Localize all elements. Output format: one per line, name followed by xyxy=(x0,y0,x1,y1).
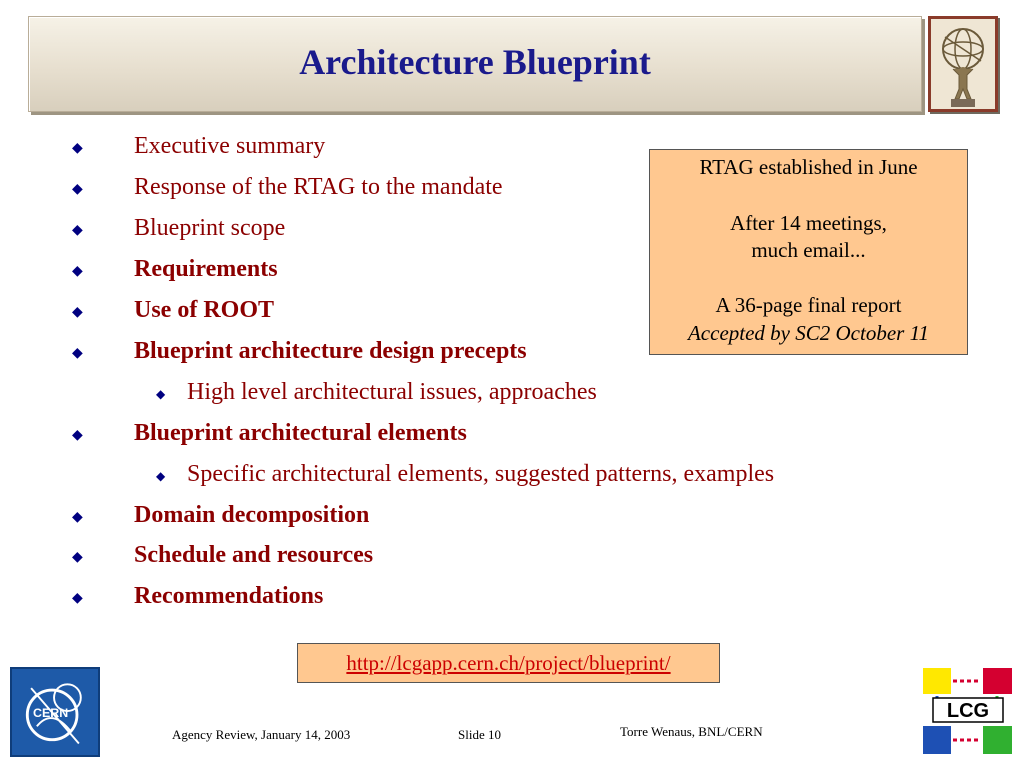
diamond-bullet-icon: ◆ xyxy=(156,387,166,401)
note-line: much email... xyxy=(751,238,866,262)
footer-event: Agency Review, January 14, 2003 xyxy=(172,727,351,742)
blueprint-link[interactable]: http://lcgapp.cern.ch/project/blueprint/ xyxy=(346,651,671,675)
note-line-accepted: Accepted by SC2 October 11 xyxy=(687,321,930,345)
note-line: RTAG established in June xyxy=(699,155,918,179)
diamond-bullet-icon: ◆ xyxy=(72,264,83,279)
atlas-statue-logo xyxy=(928,16,998,112)
diamond-bullet-icon: ◆ xyxy=(72,591,83,606)
diamond-bullet-icon: ◆ xyxy=(72,428,83,443)
diamond-bullet-icon: ◆ xyxy=(156,469,166,483)
diamond-bullet-icon: ◆ xyxy=(72,346,83,361)
link-box xyxy=(297,643,720,683)
rtag-note-box xyxy=(649,149,968,355)
footer-author: Torre Wenaus, BNL/CERN xyxy=(620,724,763,739)
atlas-statue-icon xyxy=(931,19,995,109)
cern-logo-icon xyxy=(12,669,98,755)
cern-logo xyxy=(10,667,100,757)
diamond-bullet-icon: ◆ xyxy=(72,305,83,320)
cern-logo-text: CERN xyxy=(33,705,69,720)
lcg-logo-text: LCG xyxy=(946,700,990,722)
title-banner xyxy=(28,16,922,112)
slide-title: Architecture Blueprint xyxy=(299,42,651,82)
footer-slide-number: Slide 10 xyxy=(458,727,501,742)
note-line: A 36-page final report xyxy=(715,293,902,317)
diamond-bullet-icon: ◆ xyxy=(72,223,83,238)
lcg-logo-icon xyxy=(921,666,1014,756)
diamond-bullet-icon: ◆ xyxy=(72,182,83,197)
diamond-bullet-icon: ◆ xyxy=(72,510,83,525)
diamond-bullet-icon: ◆ xyxy=(72,141,83,156)
diamond-bullet-icon: ◆ xyxy=(72,550,83,565)
lcg-logo xyxy=(921,666,1014,756)
note-line: After 14 meetings, xyxy=(730,211,887,235)
